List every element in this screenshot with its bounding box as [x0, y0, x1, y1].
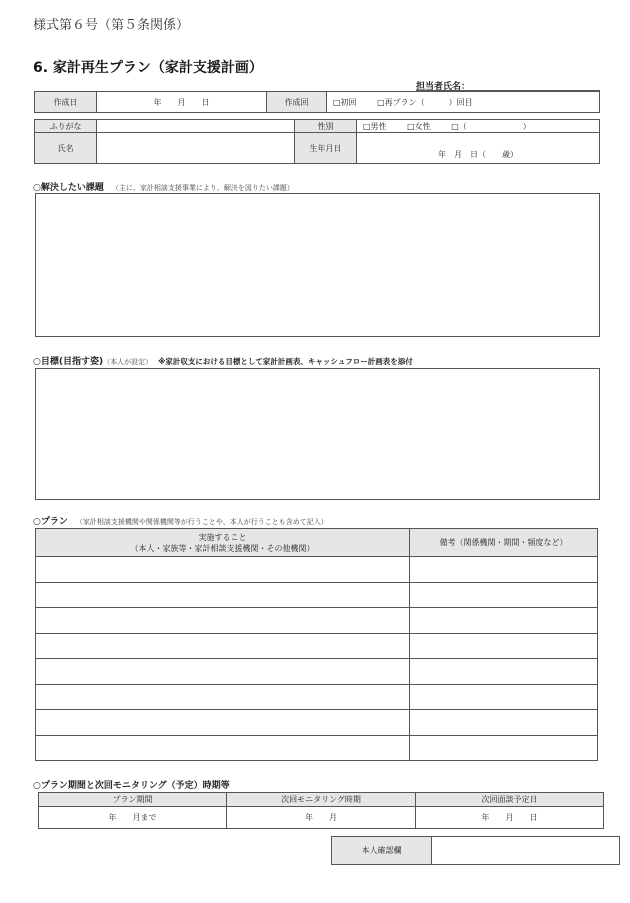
plan-row [36, 582, 598, 608]
plan-remarks-cell[interactable] [410, 710, 598, 736]
next-monitoring-field[interactable]: 年 月 [227, 807, 416, 829]
next-interview-field[interactable]: 年 月 日 [416, 807, 604, 829]
name-label: 氏名 [35, 133, 97, 164]
furigana-label: ふりがな [35, 120, 97, 133]
plan-col-remarks: 備考（関係機関・期間・頻度など） [410, 529, 598, 557]
plan-row [36, 710, 598, 736]
created-date-label: 作成日 [35, 92, 97, 113]
personal-table [34, 119, 600, 164]
plan-action-cell[interactable] [36, 735, 410, 761]
period-heading: ○プラン期間と次回モニタリング（予定）時期等 [33, 781, 230, 791]
plan-action-cell[interactable] [36, 608, 410, 634]
created-count-label: 作成回 [267, 92, 327, 113]
plan-row [36, 735, 598, 761]
goal-title: ○目標(目指す姿) [33, 357, 104, 367]
plan-col-actions-line2: （本人・家族等・家計相談支援機関・その他機関） [130, 543, 315, 553]
plan-row [36, 684, 598, 710]
header-table [34, 91, 600, 113]
issues-textarea[interactable] [35, 193, 600, 337]
page-title: 6. 家計再生プラン（家計支援計画） [33, 60, 263, 76]
plan-action-cell[interactable] [36, 710, 410, 736]
confirm-field[interactable] [432, 837, 620, 865]
plan-remarks-cell[interactable] [410, 684, 598, 710]
plan-row [36, 633, 598, 659]
plan-col-actions-line1: 実施すること [198, 532, 247, 542]
goal-note: （本人が設定） [103, 358, 153, 366]
confirm-table [331, 836, 620, 865]
replan-option-checkbox[interactable]: □再プラン（ ）回目 [377, 97, 473, 107]
plan-title: ○プラン [33, 517, 68, 527]
birthdate-label: 生年月日 [295, 133, 357, 164]
created-count-field[interactable] [327, 92, 600, 113]
plan-action-cell[interactable] [36, 684, 410, 710]
plan-row [36, 608, 598, 634]
goal-heading [33, 354, 413, 367]
plan-action-cell[interactable] [36, 659, 410, 685]
furigana-field[interactable] [97, 120, 295, 133]
plan-row [36, 659, 598, 685]
first-option-checkbox[interactable]: □初回 [333, 97, 357, 107]
goal-note-attach: ※家計収支における目標として家計計画表、キャッシュフロー計画表を添付 [158, 357, 413, 366]
plan-heading [33, 514, 328, 527]
plan-remarks-cell[interactable] [410, 582, 598, 608]
plan-action-cell[interactable] [36, 582, 410, 608]
gender-other-checkbox[interactable]: □（ ） [451, 121, 531, 131]
birthdate-field[interactable] [357, 133, 600, 164]
plan-action-cell[interactable] [36, 633, 410, 659]
plan-note: （家計相談支援機関や関係機関等が行うことや、本人が行うことも含めて記入） [75, 518, 328, 526]
gender-label: 性別 [295, 120, 357, 133]
plan-period-header: プラン期間 [39, 793, 227, 807]
birthdate-value: 年 月 日（ 歳） [438, 150, 518, 159]
plan-period-field[interactable]: 年 月まで [39, 807, 227, 829]
plan-remarks-cell[interactable] [410, 557, 598, 583]
issues-heading [33, 180, 294, 193]
plan-action-cell[interactable] [36, 557, 410, 583]
plan-col-actions [36, 529, 410, 557]
next-monitoring-header: 次回モニタリング時期 [227, 793, 416, 807]
gender-female-checkbox[interactable]: □女性 [407, 121, 431, 131]
staff-name-label: 担当者氏名： [416, 82, 471, 92]
plan-table [35, 528, 598, 761]
name-field[interactable] [97, 133, 295, 164]
plan-remarks-cell[interactable] [410, 633, 598, 659]
next-interview-header: 次回面談予定日 [416, 793, 604, 807]
plan-remarks-cell[interactable] [410, 735, 598, 761]
plan-row [36, 557, 598, 583]
gender-field[interactable] [357, 120, 600, 133]
confirm-label: 本人確認欄 [332, 837, 432, 865]
created-date-field[interactable]: 年 月 日 [97, 92, 267, 113]
period-table [38, 792, 604, 829]
issues-note: （主に、家計相談支援事業により、解決を図りたい課題） [111, 184, 294, 192]
issues-title: ○解決したい課題 [33, 183, 104, 193]
gender-male-checkbox[interactable]: □男性 [363, 121, 387, 131]
plan-remarks-cell[interactable] [410, 659, 598, 685]
form-number: 様式第６号（第５条関係） [33, 18, 190, 33]
plan-remarks-cell[interactable] [410, 608, 598, 634]
goal-textarea[interactable] [35, 368, 600, 500]
